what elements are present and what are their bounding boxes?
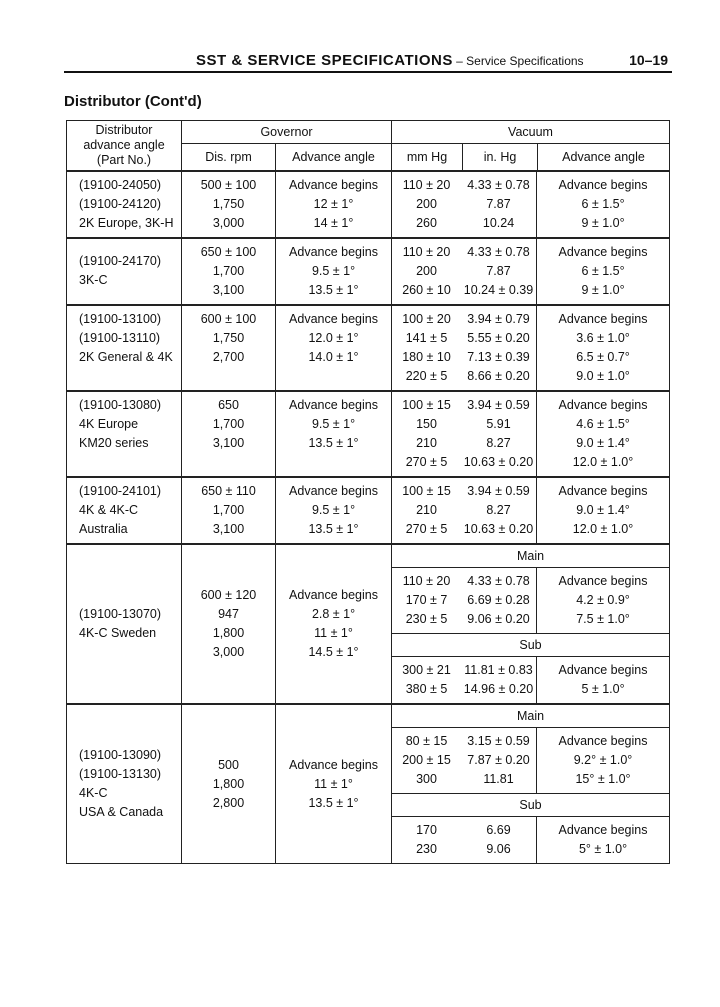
mm-hg-value: 100 ± 20	[402, 312, 451, 326]
sub-label: Sub	[392, 793, 669, 817]
vacuum-advance-value: 12.0 ± 1.0°	[572, 522, 634, 536]
part-numbers-cell	[67, 704, 182, 864]
vacuum-values-advance	[536, 306, 669, 390]
dis-rpm-value: 600 ± 120	[200, 588, 257, 602]
governor-advance-value: 14.5 ± 1°	[308, 645, 359, 659]
part-number-line: 3K-C	[79, 273, 108, 287]
vacuum-values-pressure	[392, 243, 536, 300]
mm-hg-value: 230 ± 5	[405, 612, 448, 626]
governor-advance-value: 12.0 ± 1°	[308, 331, 359, 345]
governor-advance-value: 9.5 ± 1°	[311, 264, 356, 278]
mm-hg-value: 110 ± 20	[402, 178, 451, 192]
mm-hg-value: 150	[416, 417, 437, 431]
mm-hg-value: 170 ± 7	[405, 593, 448, 607]
governor-advance-list	[276, 239, 391, 304]
governor-advance-value: 9.5 ± 1°	[311, 417, 356, 431]
governor-advance-cell	[276, 477, 392, 544]
dis-rpm-value: 500	[218, 757, 239, 772]
governor-advance-value: Advance begins	[289, 398, 378, 412]
table-row	[67, 171, 670, 238]
mm-hg-value: 300	[416, 772, 437, 786]
governor-advance-value: 2.8 ± 1°	[311, 607, 356, 621]
dis-rpm-value: 600 ± 100	[200, 312, 257, 326]
in-hg-value: 7.87	[486, 264, 511, 278]
governor-advance-list	[276, 306, 391, 371]
part-number-line: (19100-13100)	[79, 312, 162, 326]
governor-advance-cell	[276, 704, 392, 864]
dis-rpm-value: 947	[218, 607, 239, 621]
mm-hg-value: 180 ± 10	[402, 350, 451, 364]
in-hg-value: 10.24	[482, 216, 515, 230]
header-distributor-line: advance angle	[83, 138, 165, 152]
table-row	[67, 305, 670, 391]
part-numbers	[67, 601, 181, 647]
vacuum-values	[392, 306, 669, 390]
sub-vacuum-advance	[536, 657, 669, 703]
header-governor: Governor	[182, 121, 392, 144]
mm-hg-value: 230	[416, 842, 437, 856]
dis-rpm-value: 2,700	[212, 350, 245, 364]
vacuum-values-advance	[536, 172, 669, 237]
governor-advance-value: Advance begins	[289, 484, 378, 498]
governor-advance-value: Advance begins	[289, 245, 378, 259]
dis-rpm-value: 1,800	[212, 776, 245, 791]
part-numbers-cell	[67, 305, 182, 391]
in-hg-value: 7.13 ± 0.39	[467, 350, 530, 364]
mm-hg-value: 260	[416, 216, 437, 230]
header-in-hg: in. Hg	[463, 144, 538, 172]
vacuum-values-pressure	[392, 176, 536, 233]
part-numbers	[67, 392, 181, 457]
part-number-line: 4K & 4K-C	[79, 503, 139, 517]
part-number-line: 4K-C	[79, 786, 108, 800]
mm-hg-value: 170	[416, 823, 437, 837]
part-numbers-cell	[67, 171, 182, 238]
part-number-line: (19100-24101)	[79, 484, 162, 498]
vacuum-cell	[392, 391, 670, 477]
vacuum-advance-value: Advance begins	[558, 574, 648, 588]
section-title: Distributor (Cont'd)	[64, 93, 202, 110]
vacuum-values	[392, 392, 669, 476]
dis-rpm-value: 650 ± 100	[200, 245, 257, 259]
main-vacuum-advance	[536, 728, 669, 793]
dis-rpm-value: 1,800	[212, 626, 245, 640]
vacuum-advance-value: 4.2 ± 0.9°	[576, 593, 630, 607]
governor-advance-value: Advance begins	[289, 757, 378, 772]
part-number-line: (19100-13110)	[79, 331, 161, 345]
vacuum-advance-value: 6.5 ± 0.7°	[576, 350, 630, 364]
vacuum-cell	[392, 171, 670, 238]
sub-vacuum	[392, 657, 669, 703]
mm-hg-value: 110 ± 20	[402, 245, 451, 259]
dis-rpm-value: 3,100	[212, 522, 245, 536]
in-hg-value: 11.81	[483, 772, 514, 786]
part-numbers-cell	[67, 544, 182, 704]
mm-hg-value: 200 ± 15	[402, 753, 451, 767]
part-numbers-cell	[67, 477, 182, 544]
in-hg-value: 6.69 ± 0.28	[467, 593, 530, 607]
dis-rpm-value: 1,750	[212, 331, 245, 345]
governor-advance-list	[276, 582, 391, 666]
dis-rpm-value: 1,700	[212, 503, 245, 517]
vacuum-advance-value: 5 ± 1.0°	[581, 682, 625, 696]
governor-advance-value: 9.5 ± 1°	[311, 503, 356, 517]
part-number-line: (19100-24120)	[79, 197, 162, 211]
part-number-line: Australia	[79, 522, 128, 536]
header-title	[196, 52, 584, 69]
governor-advance-value: 14.0 ± 1°	[308, 350, 359, 364]
header-mm-hg: mm Hg	[392, 144, 463, 172]
part-numbers	[67, 172, 181, 237]
header-distributor-line: Distributor	[95, 123, 153, 137]
dis-rpm-list	[182, 392, 275, 457]
dis-rpm-value: 3,000	[212, 216, 245, 230]
in-hg-value: 5.55 ± 0.20	[467, 331, 530, 345]
table-row	[67, 238, 670, 305]
part-number-line: (19100-24170)	[79, 254, 162, 268]
mm-hg-value: 110 ± 20	[402, 574, 451, 588]
main-vacuum-advance	[536, 568, 669, 633]
sub-label: Sub	[392, 633, 669, 657]
vacuum-advance-value: Advance begins	[558, 484, 648, 498]
main-label: Main	[392, 545, 669, 568]
governor-advance-value: Advance begins	[289, 588, 378, 602]
vacuum-advance-value: 4.6 ± 1.5°	[576, 417, 630, 431]
in-hg-value: 4.33 ± 0.78	[467, 245, 530, 259]
dis-rpm-list	[182, 172, 275, 237]
governor-advance-value: Advance begins	[289, 312, 378, 326]
vacuum-advance-value: 3.6 ± 1.0°	[576, 331, 630, 345]
vacuum-values	[392, 239, 669, 304]
in-hg-value: 10.24 ± 0.39	[463, 283, 534, 297]
governor-advance-value: 13.5 ± 1°	[308, 795, 359, 810]
table-row	[67, 391, 670, 477]
dis-rpm-cell	[182, 544, 276, 704]
main-vacuum-pressure	[392, 732, 536, 789]
mm-hg-value: 220 ± 5	[405, 369, 448, 383]
vacuum-advance-value: 7.5 ± 1.0°	[576, 612, 630, 626]
part-number-line: 4K-C Sweden	[79, 626, 157, 640]
governor-advance-cell	[276, 544, 392, 704]
mm-hg-value: 260 ± 10	[402, 283, 451, 297]
table-row	[67, 704, 670, 864]
mm-hg-value: 210	[416, 436, 437, 450]
mm-hg-value: 100 ± 15	[402, 484, 451, 498]
header-title-main: SST & SERVICE SPECIFICATIONS	[196, 52, 453, 69]
in-hg-value: 6.69	[486, 823, 511, 837]
vacuum-cell	[392, 704, 670, 864]
governor-advance-value: Advance begins	[289, 178, 378, 192]
vacuum-advance-value: 9.0 ± 1.4°	[576, 436, 630, 450]
in-hg-value: 10.63 ± 0.20	[463, 522, 534, 536]
vacuum-advance-value: 9.0 ± 1.4°	[576, 503, 630, 517]
part-numbers-cell	[67, 238, 182, 305]
vacuum-advance-value: 15° ± 1.0°	[575, 772, 631, 786]
sub-vacuum-pressure	[392, 821, 536, 859]
mm-hg-value: 380 ± 5	[405, 682, 448, 696]
vacuum-advance-value: 6 ± 1.5°	[581, 197, 625, 211]
vacuum-advance-value: Advance begins	[558, 245, 648, 259]
in-hg-value: 14.96 ± 0.20	[463, 682, 534, 696]
vacuum-advance-value: 9 ± 1.0°	[581, 216, 625, 230]
dis-rpm-list	[182, 239, 275, 304]
dis-rpm-value: 1,750	[212, 197, 245, 211]
header-dis-rpm: Dis. rpm	[182, 144, 276, 172]
in-hg-value: 8.66 ± 0.20	[467, 369, 530, 383]
vacuum-values-advance	[536, 478, 669, 543]
in-hg-value: 8.27	[486, 503, 511, 517]
vacuum-values	[392, 172, 669, 237]
vacuum-values-advance	[536, 239, 669, 304]
in-hg-value: 9.06 ± 0.20	[467, 612, 530, 626]
part-number-line: USA & Canada	[79, 805, 164, 819]
vacuum-values	[392, 478, 669, 543]
in-hg-value: 3.15 ± 0.59	[467, 734, 530, 748]
part-number-line: (19100-13080)	[79, 398, 162, 412]
vacuum-cell	[392, 305, 670, 391]
mm-hg-value: 200	[416, 197, 437, 211]
mm-hg-value: 210	[416, 503, 437, 517]
header-vac-advance: Advance angle	[538, 144, 670, 172]
dis-rpm-value: 650	[218, 398, 239, 412]
vacuum-values-advance	[536, 392, 669, 476]
in-hg-value: 11.81 ± 0.83	[464, 663, 533, 677]
vacuum-advance-value: 9.2° ± 1.0°	[573, 753, 633, 767]
header-distributor	[67, 121, 182, 172]
header-vacuum: Vacuum	[392, 121, 670, 144]
mm-hg-value: 270 ± 5	[405, 522, 448, 536]
mm-hg-value: 200	[416, 264, 437, 278]
vacuum-advance-value: 9 ± 1.0°	[581, 283, 625, 297]
part-number-line: (19100-24050)	[79, 178, 162, 192]
governor-advance-value: 13.5 ± 1°	[308, 522, 359, 536]
vacuum-advance-value: 5° ± 1.0°	[578, 842, 628, 856]
dis-rpm-cell	[182, 305, 276, 391]
vacuum-advance-value: Advance begins	[558, 823, 648, 837]
in-hg-value: 3.94 ± 0.59	[467, 484, 530, 498]
mm-hg-value: 80 ± 15	[405, 734, 448, 748]
mm-hg-value: 300 ± 21	[402, 663, 451, 677]
vacuum-values-pressure	[392, 396, 536, 472]
dis-rpm-value: 650 ± 110	[201, 484, 256, 498]
vacuum-advance-value: Advance begins	[558, 398, 648, 412]
in-hg-value: 7.87 ± 0.20	[467, 753, 530, 767]
part-numbers-cell	[67, 391, 182, 477]
dis-rpm-value: 2,800	[212, 795, 245, 810]
dis-rpm-value: 1,700	[212, 264, 245, 278]
vacuum-advance-value: Advance begins	[558, 312, 648, 326]
in-hg-value: 9.06	[486, 842, 511, 856]
vacuum-advance-value: 12.0 ± 1.0°	[572, 455, 634, 469]
governor-advance-value: 12 ± 1°	[313, 197, 354, 211]
in-hg-value: 5.91	[486, 417, 511, 431]
dis-rpm-cell	[182, 704, 276, 864]
dis-rpm-value: 3,100	[212, 436, 245, 450]
governor-advance-cell	[276, 171, 392, 238]
dis-rpm-value: 3,000	[212, 645, 245, 659]
governor-advance-value: 11 ± 1°	[314, 776, 353, 791]
dis-rpm-cell	[182, 477, 276, 544]
part-number-line: (19100-13090)	[79, 748, 162, 762]
vacuum-advance-value: Advance begins	[558, 663, 648, 677]
governor-advance-value: 14 ± 1°	[313, 216, 354, 230]
dis-rpm-value: 1,700	[212, 417, 245, 431]
vacuum-advance-value: 9.0 ± 1.0°	[576, 369, 630, 383]
governor-advance-list	[276, 752, 391, 817]
vacuum-advance-value: 6 ± 1.5°	[581, 264, 625, 278]
sub-vacuum-advance	[536, 817, 669, 863]
in-hg-value: 10.63 ± 0.20	[463, 455, 534, 469]
mm-hg-value: 270 ± 5	[405, 455, 448, 469]
part-number-line: KM20 series	[79, 436, 149, 450]
dis-rpm-value: 3,100	[212, 283, 245, 297]
vacuum-advance-value: Advance begins	[558, 734, 648, 748]
main-vacuum-pressure	[392, 572, 536, 629]
vacuum-cell	[392, 544, 670, 704]
in-hg-value: 7.87	[486, 197, 511, 211]
governor-advance-cell	[276, 305, 392, 391]
sub-vacuum	[392, 817, 669, 863]
vacuum-advance-value: Advance begins	[558, 178, 648, 192]
part-number-line: 2K Europe, 3K-H	[79, 216, 174, 230]
dis-rpm-cell	[182, 171, 276, 238]
governor-advance-cell	[276, 238, 392, 305]
mm-hg-value: 141 ± 5	[405, 331, 448, 345]
dis-rpm-list	[182, 582, 275, 666]
in-hg-value: 8.27	[486, 436, 511, 450]
main-vacuum	[392, 568, 669, 633]
page-number: 10–19	[629, 52, 668, 68]
table-row	[67, 544, 670, 704]
part-numbers	[67, 478, 181, 543]
header-rule	[64, 71, 672, 73]
dis-rpm-list	[182, 752, 275, 817]
part-numbers	[67, 306, 181, 371]
sub-vacuum-pressure	[392, 661, 536, 699]
table-row	[67, 477, 670, 544]
governor-advance-value: 13.5 ± 1°	[308, 283, 359, 297]
in-hg-value: 4.33 ± 0.78	[467, 574, 530, 588]
header-gov-advance: Advance angle	[276, 144, 392, 172]
part-number-line: (19100-13130)	[79, 767, 162, 781]
in-hg-value: 3.94 ± 0.59	[467, 398, 530, 412]
governor-advance-cell	[276, 391, 392, 477]
dis-rpm-list	[182, 478, 275, 543]
governor-advance-list	[276, 478, 391, 543]
in-hg-value: 4.33 ± 0.78	[467, 178, 530, 192]
vacuum-values-pressure	[392, 482, 536, 539]
governor-advance-value: 13.5 ± 1°	[308, 436, 359, 450]
governor-advance-value: 11 ± 1°	[314, 626, 353, 640]
part-numbers	[67, 239, 181, 294]
part-numbers	[67, 742, 181, 826]
mm-hg-value: 100 ± 15	[402, 398, 451, 412]
vacuum-cell	[392, 477, 670, 544]
dis-rpm-cell	[182, 238, 276, 305]
dis-rpm-cell	[182, 391, 276, 477]
header-distributor-line: (Part No.)	[96, 153, 152, 167]
part-number-line: (19100-13070)	[79, 607, 162, 621]
main-label: Main	[392, 705, 669, 728]
vacuum-values-pressure	[392, 310, 536, 386]
governor-advance-list	[276, 392, 391, 457]
page-header	[64, 50, 672, 72]
in-hg-value: 3.94 ± 0.79	[467, 312, 530, 326]
part-number-line: 2K General & 4K	[79, 350, 173, 364]
header-subtitle: – Service Specifications	[452, 54, 584, 68]
vacuum-cell	[392, 238, 670, 305]
main-vacuum	[392, 728, 669, 793]
spec-table	[66, 120, 670, 864]
dis-rpm-list	[182, 306, 275, 371]
governor-advance-list	[276, 172, 391, 237]
dis-rpm-value: 500 ± 100	[200, 178, 257, 192]
part-number-line: 4K Europe	[79, 417, 139, 431]
